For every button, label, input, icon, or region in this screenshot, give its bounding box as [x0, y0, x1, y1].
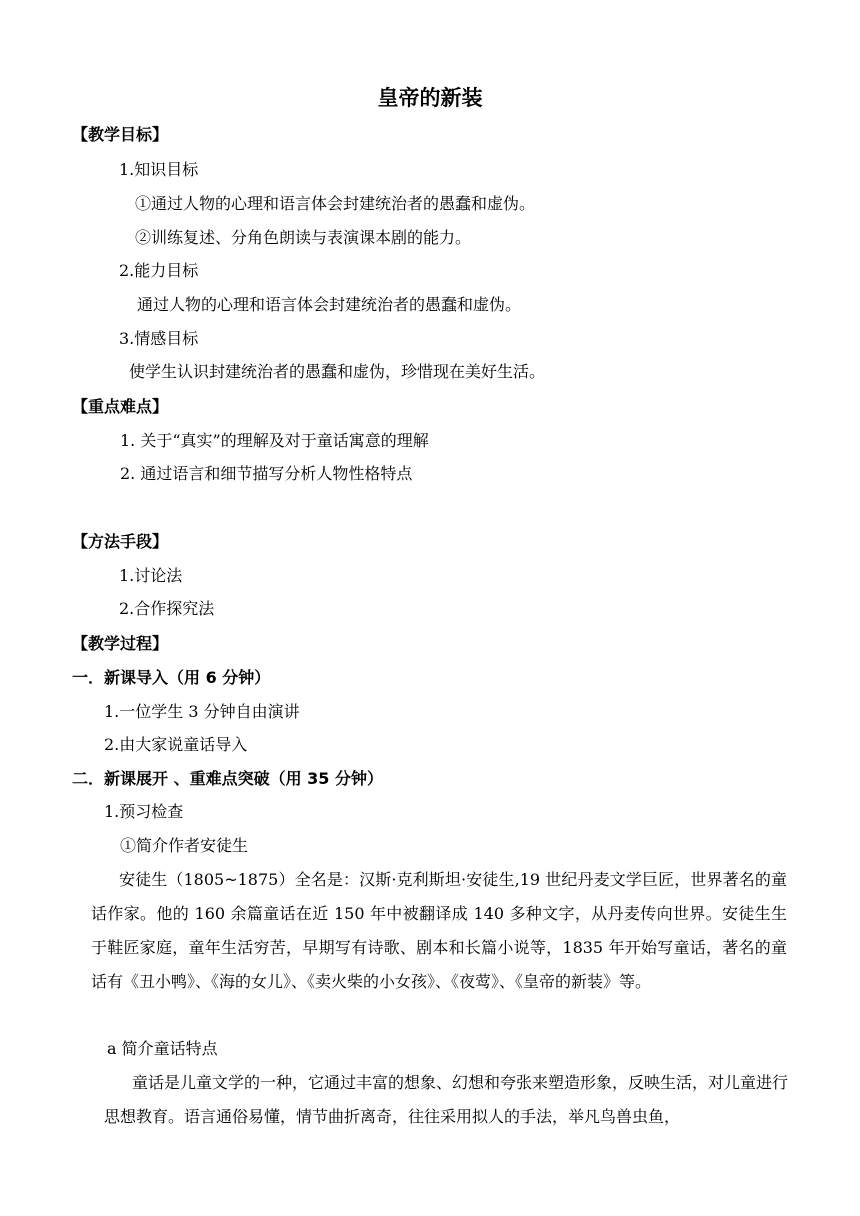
process-part2-title: 二．新课展开 、重难点突破（用 35 分钟）	[72, 769, 383, 788]
key-point-item: 1. 关于“真实”的理解及对于童话寓意的理解	[120, 431, 429, 450]
section-heading-key-points: 【重点难点】	[72, 397, 169, 416]
knowledge-goal-title: 1.知识目标	[119, 160, 199, 179]
process-part1-item: 1.一位学生 3 分钟自由演讲	[104, 702, 300, 721]
method-item: 1.讨论法	[119, 566, 183, 585]
method-item: 2.合作探究法	[119, 599, 215, 618]
ability-goal-title: 2.能力目标	[119, 261, 199, 280]
knowledge-goal-item: ①通过人物的心理和语言体会封建统治者的愚蠢和虚伪。	[135, 194, 536, 213]
emotion-goal-item: 使学生认识封建统治者的愚蠢和虚伪，珍惜现在美好生活。	[129, 362, 546, 381]
knowledge-goal-item: ②训练复述、分角色朗读与表演课本剧的能力。	[135, 228, 472, 247]
section-heading-process: 【教学过程】	[72, 634, 169, 653]
author-intro-paragraph: 安徒生（1805~1875）全名是：汉斯·克利斯坦·安徒生,19 世纪丹麦文学巨匠，世界著名的童话作家。他的 160 余篇童话在近 150 年中被翻译成 140 多种文字，从丹麦传向世界。安徒生生于鞋匠家庭，童年生活穷苦，早期写有诗歌、剧本和长篇小说等，1835 年开始写童话，著名的童话有《丑小鸭》、《海的女儿》、《卖火柴的小女孩》、《夜莺》、《皇帝的新装》等。	[91, 870, 787, 991]
author-intro-title: ①简介作者安徒生	[120, 836, 249, 855]
process-part2-item: 1.预习检查	[104, 802, 184, 821]
page-title: 皇帝的新装	[377, 86, 483, 110]
process-part1-item: 2.由大家说童话导入	[104, 735, 248, 754]
process-part1-title: 一．新课导入（用 6 分钟）	[72, 668, 271, 687]
section-heading-methods: 【方法手段】	[72, 532, 169, 551]
section-heading-objectives: 【教学目标】	[72, 125, 169, 144]
fairy-tale-paragraph: 童话是儿童文学的一种，它通过丰富的想象、幻想和夸张来塑造形象，反映生活，对儿童进行思想教育。语言通俗易懂，情节曲折离奇，往往采用拟人的手法，举凡鸟兽虫鱼，	[104, 1073, 789, 1126]
emotion-goal-title: 3.情感目标	[119, 329, 199, 348]
key-point-item: 2. 通过语言和细节描写分析人物性格特点	[120, 464, 413, 483]
fairy-tale-intro-title: a 简介童话特点	[107, 1039, 218, 1058]
ability-goal-item: 通过人物的心理和语言体会封建统治者的愚蠢和虚伪。	[137, 295, 522, 314]
